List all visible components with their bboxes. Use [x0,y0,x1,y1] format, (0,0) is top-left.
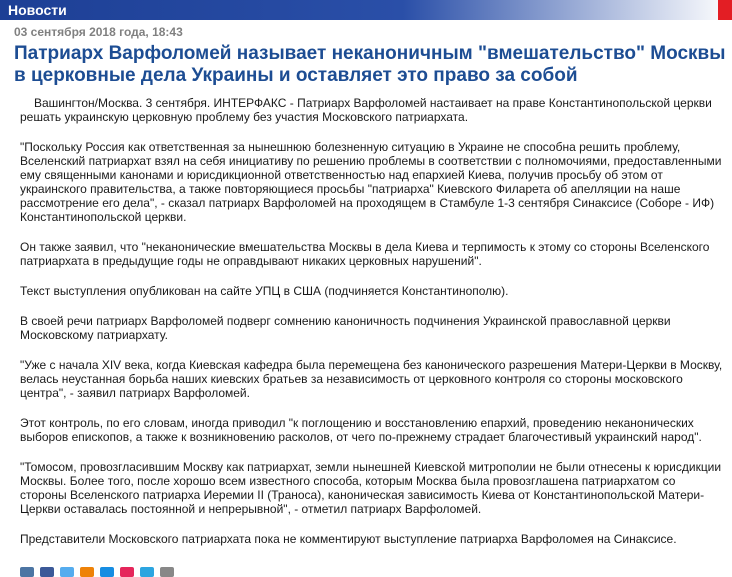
header-accent [718,0,732,20]
article-body [20,96,724,562]
article-title: Патриарх Варфоломей называет неканоничным "вмешательство" Москвы в церковные дела Украины и оставляет это право за собой [14,43,726,86]
telegram-icon[interactable] [140,567,154,577]
section-header [0,0,732,20]
article-paragraph: "Поскольку Россия как ответственная за нынешнюю болезненную ситуацию в Украине не способна решить проблему, Вселенский патриархат взял на себя инициативу по решению проблемы в соответствии с полномочиями, предоставленными ему священными канонами и юрисдикционной ответственностью над епархией Киева, получив просьбу об этом от украинского правительства, а также повторяющиеся просьбы "патриарха" Киевского Филарета об апелляции на наше рассмотрение его дела", - сказал патриарх Варфоломей на проходящем в Стамбуле 1-3 сентября Синаксисе (Соборе - ИФ) Константинопольской церкви. [20,140,722,224]
odnoklassniki-icon[interactable] [80,567,94,577]
article-paragraph: "Уже с начала XIV века, когда Киевская кафедра была перемещена без канонического разрешения Матери-Церкви в Москву, велась неустанная борьба наших киевских братьев за независимость от церковного контроля со стороны московского центра", - заявил патриарх Варфоломей. [20,358,723,400]
twitter-icon[interactable] [60,567,74,577]
section-title[interactable]: Новости [8,2,67,18]
article-paragraph: Этот контроль, по его словам, иногда приводил "к поглощению и восстановлению епархий, проведению неканонических выборов епископов, а также к возникновению расколов, от чего по-прежнему страдает благочестивый украинский народ". [20,416,702,444]
article-date: 03 сентября 2018 года, 18:43 [14,25,183,39]
share-bar [20,567,280,577]
article-paragraph: Вашингтон/Москва. 3 сентября. ИНТЕРФАКС - Патриарх Варфоломей настаивает на праве Константинопольской церкви решать украинскую церковную проблему без участия Московского патриархата. [20,96,712,124]
article-paragraph: Текст выступления опубликован на сайте УПЦ в США (подчиняется Константинополю). [20,284,509,298]
article-paragraph: "Томосом, провозгласившим Москву как патриархат, земли нынешней Киевской митрополии не были отнесены к юрисдикции Москвы. Более того, после хорошо всем известного способа, которым Москва была провозглашена патриархатом со стороны Вселенского патриарха Иеремии II (Траноса), каноническая зависимость Киева от Константинопольской Матери-Церкви оставалась постоянной и непрерывной", - отметил патриарх Варфоломей. [20,460,722,516]
article-paragraph: Он также заявил, что "неканонические вмешательства Москвы в дела Киева и терпимость к этому со стороны Вселенского патриархата в предыдущие годы не оправдывают никаких церковных нарушений". [20,240,710,268]
livejournal-icon[interactable] [120,567,134,577]
article-paragraph: Представители Московского патриархата пока не комментируют выступление патриарха Варфоломея на Синаксисе. [20,532,677,546]
facebook-icon[interactable] [40,567,54,577]
article-paragraph: В своей речи патриарх Варфоломей подверг сомнению каноничность подчинения Украинской православной церкви Московскому патриархату. [20,314,671,342]
vk-icon[interactable] [20,567,34,577]
print-icon[interactable] [160,567,174,577]
mail-icon[interactable] [100,567,114,577]
